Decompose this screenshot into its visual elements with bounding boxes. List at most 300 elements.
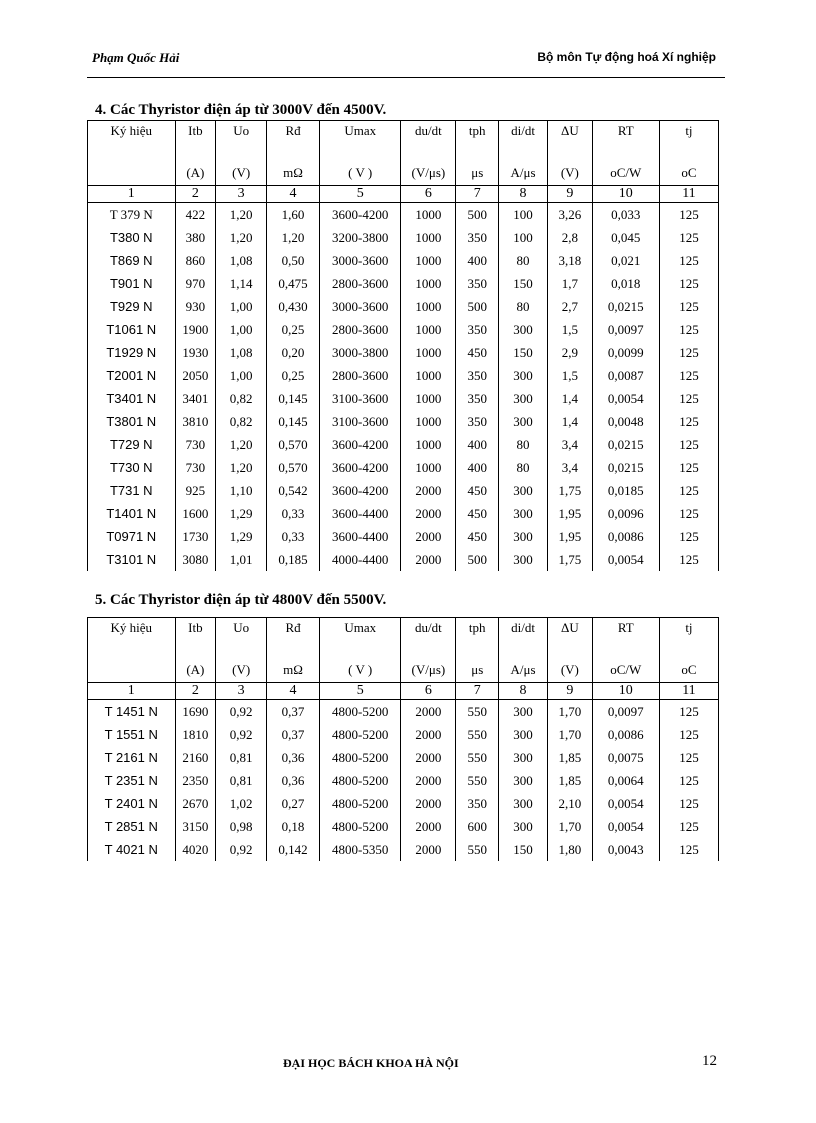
column-unit: oC xyxy=(659,646,718,683)
table-cell: 2000 xyxy=(401,502,456,525)
column-header: Rđ xyxy=(267,618,320,647)
table-cell: 1,4 xyxy=(547,387,592,410)
table-cell: 0,021 xyxy=(592,249,659,272)
table-cell: 450 xyxy=(456,525,499,548)
table-cell: 2350 xyxy=(175,769,216,792)
table-cell: 125 xyxy=(659,433,718,456)
table-cell: 2000 xyxy=(401,815,456,838)
table-cell: 450 xyxy=(456,341,499,364)
table-row xyxy=(88,746,719,769)
column-number: 2 xyxy=(175,186,216,203)
column-number: 3 xyxy=(216,683,267,700)
column-number: 4 xyxy=(267,186,320,203)
table-cell: 2670 xyxy=(175,792,216,815)
table-cell: 0,82 xyxy=(216,387,267,410)
table-cell: 300 xyxy=(499,700,548,724)
device-name: T0971 N xyxy=(88,525,176,548)
table-cell: 350 xyxy=(456,792,499,815)
table-cell: 2000 xyxy=(401,838,456,861)
table-cell: 450 xyxy=(456,502,499,525)
table-row xyxy=(88,226,719,249)
column-unit: ( V ) xyxy=(320,149,401,186)
column-unit: A/μs xyxy=(499,149,548,186)
table-cell: 150 xyxy=(499,341,548,364)
table-cell: 1730 xyxy=(175,525,216,548)
table-cell: 0,142 xyxy=(267,838,320,861)
table-row xyxy=(88,502,719,525)
column-header: Umax xyxy=(320,618,401,647)
table-cell: 125 xyxy=(659,203,718,227)
table-row xyxy=(88,433,719,456)
table-cell: 125 xyxy=(659,318,718,341)
table-cell: 0,0054 xyxy=(592,548,659,571)
column-number: 9 xyxy=(547,186,592,203)
table-row xyxy=(88,525,719,548)
device-name: T730 N xyxy=(88,456,176,479)
table-cell: 300 xyxy=(499,387,548,410)
footer-institution: ĐẠI HỌC BÁCH KHOA HÀ NỘI xyxy=(283,1056,459,1070)
column-unit: mΩ xyxy=(267,646,320,683)
device-name: T3801 N xyxy=(88,410,176,433)
table-cell: 2800-3600 xyxy=(320,318,401,341)
table-cell: 1,20 xyxy=(216,226,267,249)
table-cell: 1000 xyxy=(401,318,456,341)
table-row xyxy=(88,318,719,341)
table-cell: 0,25 xyxy=(267,364,320,387)
column-number-row xyxy=(88,186,719,203)
table-cell: 1,5 xyxy=(547,318,592,341)
table-cell: 3401 xyxy=(175,387,216,410)
column-number: 5 xyxy=(320,683,401,700)
column-header: tj xyxy=(659,121,718,150)
table-cell: 1000 xyxy=(401,364,456,387)
table-cell: 600 xyxy=(456,815,499,838)
table-cell: 300 xyxy=(499,410,548,433)
table-cell: 2,8 xyxy=(547,226,592,249)
table-cell: 3200-3800 xyxy=(320,226,401,249)
table-cell: 2000 xyxy=(401,548,456,571)
table-cell: 125 xyxy=(659,341,718,364)
column-header: ΔU xyxy=(547,618,592,647)
table-cell: 3,18 xyxy=(547,249,592,272)
column-number: 10 xyxy=(592,683,659,700)
page-number: 12 xyxy=(702,1053,717,1069)
table-cell: 0,0064 xyxy=(592,769,659,792)
table-cell: 1,29 xyxy=(216,502,267,525)
column-header: Rđ xyxy=(267,121,320,150)
header-row-units xyxy=(88,149,719,186)
header-row-top xyxy=(88,121,719,150)
header-rule xyxy=(87,77,725,78)
table-cell: 300 xyxy=(499,769,548,792)
column-unit: ( V ) xyxy=(320,646,401,683)
column-header: di/dt xyxy=(499,121,548,150)
table-row xyxy=(88,479,719,502)
column-header: Itb xyxy=(175,121,216,150)
table-cell: 3600-4200 xyxy=(320,433,401,456)
table-cell: 0,145 xyxy=(267,410,320,433)
table-cell: 3600-4200 xyxy=(320,456,401,479)
author-name: Phạm Quốc Hải xyxy=(92,50,180,65)
column-number: 6 xyxy=(401,186,456,203)
device-name: T929 N xyxy=(88,295,176,318)
table-cell: 380 xyxy=(175,226,216,249)
table-cell: 0,018 xyxy=(592,272,659,295)
table-cell: 2,10 xyxy=(547,792,592,815)
device-name: T1929 N xyxy=(88,341,176,364)
table-row xyxy=(88,203,719,227)
table-cell: 0,98 xyxy=(216,815,267,838)
column-number-row xyxy=(88,683,719,700)
table-cell: 100 xyxy=(499,203,548,227)
table-cell: 2000 xyxy=(401,479,456,502)
department-name: Bộ môn Tự động hoá Xí nghiệp xyxy=(537,50,716,64)
table-cell: 3100-3600 xyxy=(320,410,401,433)
column-header: ΔU xyxy=(547,121,592,150)
table-cell: 0,145 xyxy=(267,387,320,410)
table-cell: 125 xyxy=(659,479,718,502)
table-cell: 0,82 xyxy=(216,410,267,433)
table-cell: 500 xyxy=(456,203,499,227)
column-unit: oC/W xyxy=(592,149,659,186)
table-cell: 550 xyxy=(456,723,499,746)
column-header: Uo xyxy=(216,121,267,150)
table-cell: 3000-3600 xyxy=(320,249,401,272)
table-cell: 3600-4200 xyxy=(320,203,401,227)
table-cell: 80 xyxy=(499,433,548,456)
table-cell: 125 xyxy=(659,249,718,272)
table-cell: 125 xyxy=(659,746,718,769)
table-cell: 1000 xyxy=(401,410,456,433)
table-cell: 925 xyxy=(175,479,216,502)
table-cell: 350 xyxy=(456,272,499,295)
table-cell: 1600 xyxy=(175,502,216,525)
table-cell: 730 xyxy=(175,456,216,479)
table-row xyxy=(88,769,719,792)
table-cell: 1,20 xyxy=(267,226,320,249)
table-cell: 2,9 xyxy=(547,341,592,364)
column-number: 7 xyxy=(456,683,499,700)
table-cell: 2000 xyxy=(401,769,456,792)
column-header: Umax xyxy=(320,121,401,150)
table-cell: 0,92 xyxy=(216,723,267,746)
table-cell: 550 xyxy=(456,838,499,861)
table-cell: 0,36 xyxy=(267,769,320,792)
column-number: 9 xyxy=(547,683,592,700)
header-row-top xyxy=(88,618,719,647)
table-cell: 1000 xyxy=(401,433,456,456)
column-number: 8 xyxy=(499,683,548,700)
device-name: T 2161 N xyxy=(88,746,176,769)
column-number: 10 xyxy=(592,186,659,203)
table-cell: 2800-3600 xyxy=(320,364,401,387)
table-cell: 125 xyxy=(659,364,718,387)
column-number: 5 xyxy=(320,186,401,203)
table-cell: 3,4 xyxy=(547,433,592,456)
column-header: RT xyxy=(592,121,659,150)
device-name: T 1551 N xyxy=(88,723,176,746)
table-row xyxy=(88,364,719,387)
column-unit: (V) xyxy=(216,646,267,683)
table-row xyxy=(88,838,719,861)
table-cell: 300 xyxy=(499,318,548,341)
column-number: 8 xyxy=(499,186,548,203)
device-name: T869 N xyxy=(88,249,176,272)
column-unit: oC/W xyxy=(592,646,659,683)
page-header xyxy=(92,50,716,74)
table-cell: 350 xyxy=(456,226,499,249)
table-cell: 500 xyxy=(456,295,499,318)
table-cell: 2000 xyxy=(401,700,456,724)
table-cell: 1,80 xyxy=(547,838,592,861)
table-cell: 1,5 xyxy=(547,364,592,387)
table-cell: 1000 xyxy=(401,341,456,364)
table-cell: 0,36 xyxy=(267,746,320,769)
table-cell: 0,045 xyxy=(592,226,659,249)
table-cell: 0,33 xyxy=(267,502,320,525)
table-cell: 0,0043 xyxy=(592,838,659,861)
table-cell: 1,20 xyxy=(216,456,267,479)
column-unit: (V) xyxy=(547,646,592,683)
table-cell: 100 xyxy=(499,226,548,249)
table-cell: 0,570 xyxy=(267,456,320,479)
device-name: T 2351 N xyxy=(88,769,176,792)
table-cell: 1,29 xyxy=(216,525,267,548)
table-cell: 2800-3600 xyxy=(320,272,401,295)
table-cell: 125 xyxy=(659,272,718,295)
table-cell: 0,37 xyxy=(267,700,320,724)
table-cell: 1900 xyxy=(175,318,216,341)
column-number: 6 xyxy=(401,683,456,700)
table-cell: 0,570 xyxy=(267,433,320,456)
table-cell: 400 xyxy=(456,433,499,456)
table-cell: 1,95 xyxy=(547,525,592,548)
table-cell: 0,20 xyxy=(267,341,320,364)
table-cell: 4800-5200 xyxy=(320,769,401,792)
table-row xyxy=(88,723,719,746)
column-number: 11 xyxy=(659,186,718,203)
table-cell: 80 xyxy=(499,295,548,318)
table-cell: 125 xyxy=(659,226,718,249)
table-cell: 1000 xyxy=(401,456,456,479)
column-header: du/dt xyxy=(401,121,456,150)
column-unit: A/μs xyxy=(499,646,548,683)
table-cell: 0,185 xyxy=(267,548,320,571)
name-column-header: Ký hiệu xyxy=(88,618,176,683)
table-cell: 1,14 xyxy=(216,272,267,295)
device-name: T731 N xyxy=(88,479,176,502)
table-cell: 0,92 xyxy=(216,838,267,861)
table-cell: 4800-5350 xyxy=(320,838,401,861)
table-cell: 500 xyxy=(456,548,499,571)
column-number: 2 xyxy=(175,683,216,700)
table-row xyxy=(88,410,719,433)
table-cell: 3600-4400 xyxy=(320,525,401,548)
table-row xyxy=(88,341,719,364)
section-4-title: 4. Các Thyristor điện áp từ 3000V đến 4500V. xyxy=(95,102,387,118)
table-cell: 0,0075 xyxy=(592,746,659,769)
table-cell: 1,02 xyxy=(216,792,267,815)
table-cell: 1810 xyxy=(175,723,216,746)
table-cell: 125 xyxy=(659,815,718,838)
device-name: T 2851 N xyxy=(88,815,176,838)
table-cell: 80 xyxy=(499,249,548,272)
column-number: 11 xyxy=(659,683,718,700)
column-unit: μs xyxy=(456,149,499,186)
column-unit: (V) xyxy=(216,149,267,186)
table-cell: 550 xyxy=(456,700,499,724)
table-row xyxy=(88,295,719,318)
table-cell: 0,542 xyxy=(267,479,320,502)
column-unit: (A) xyxy=(175,149,216,186)
table-cell: 0,27 xyxy=(267,792,320,815)
device-name: T 379 N xyxy=(88,203,176,227)
table-cell: 3150 xyxy=(175,815,216,838)
table-cell: 0,0215 xyxy=(592,433,659,456)
column-unit: (V/μs) xyxy=(401,149,456,186)
table-cell: 4800-5200 xyxy=(320,815,401,838)
table-row xyxy=(88,815,719,838)
column-header: di/dt xyxy=(499,618,548,647)
table-cell: 3000-3600 xyxy=(320,295,401,318)
table-cell: 450 xyxy=(456,479,499,502)
table-cell: 2000 xyxy=(401,525,456,548)
table-cell: 3000-3800 xyxy=(320,341,401,364)
column-header: tj xyxy=(659,618,718,647)
table-cell: 4000-4400 xyxy=(320,548,401,571)
table-cell: 1000 xyxy=(401,387,456,410)
table-cell: 0,33 xyxy=(267,525,320,548)
table-cell: 1,10 xyxy=(216,479,267,502)
device-name: T1061 N xyxy=(88,318,176,341)
table-cell: 125 xyxy=(659,387,718,410)
device-name: T3401 N xyxy=(88,387,176,410)
table-cell: 4800-5200 xyxy=(320,723,401,746)
table-cell: 1000 xyxy=(401,295,456,318)
table-cell: 300 xyxy=(499,723,548,746)
table-cell: 4800-5200 xyxy=(320,746,401,769)
table-cell: 0,0087 xyxy=(592,364,659,387)
column-header: du/dt xyxy=(401,618,456,647)
table-cell: 860 xyxy=(175,249,216,272)
table-cell: 1690 xyxy=(175,700,216,724)
device-name: T2001 N xyxy=(88,364,176,387)
table-cell: 0,92 xyxy=(216,700,267,724)
table-cell: 0,18 xyxy=(267,815,320,838)
table-cell: 1,70 xyxy=(547,723,592,746)
column-header: RT xyxy=(592,618,659,647)
table-cell: 0,50 xyxy=(267,249,320,272)
table-cell: 300 xyxy=(499,479,548,502)
table-cell: 1000 xyxy=(401,203,456,227)
table-cell: 0,25 xyxy=(267,318,320,341)
column-number: 4 xyxy=(267,683,320,700)
column-number: 3 xyxy=(216,186,267,203)
table-cell: 0,0097 xyxy=(592,700,659,724)
table-cell: 300 xyxy=(499,525,548,548)
table-cell: 3100-3600 xyxy=(320,387,401,410)
table-cell: 80 xyxy=(499,456,548,479)
column-unit: μs xyxy=(456,646,499,683)
table-row xyxy=(88,249,719,272)
table-cell: 1,95 xyxy=(547,502,592,525)
device-name: T3101 N xyxy=(88,548,176,571)
table-cell: 0,0097 xyxy=(592,318,659,341)
table-cell: 0,0048 xyxy=(592,410,659,433)
table-cell: 0,0054 xyxy=(592,815,659,838)
table-cell: 1,85 xyxy=(547,769,592,792)
table-row xyxy=(88,548,719,571)
table-cell: 2000 xyxy=(401,792,456,815)
table-cell: 300 xyxy=(499,746,548,769)
table-cell: 1000 xyxy=(401,272,456,295)
table-cell: 1000 xyxy=(401,226,456,249)
table-cell: 0,0096 xyxy=(592,502,659,525)
table-cell: 125 xyxy=(659,838,718,861)
table-cell: 125 xyxy=(659,548,718,571)
table-cell: 1930 xyxy=(175,341,216,364)
table-cell: 1,85 xyxy=(547,746,592,769)
table-cell: 2000 xyxy=(401,746,456,769)
table-cell: 3080 xyxy=(175,548,216,571)
table-cell: 422 xyxy=(175,203,216,227)
table-cell: 550 xyxy=(456,769,499,792)
device-name: T 2401 N xyxy=(88,792,176,815)
table-cell: 125 xyxy=(659,502,718,525)
table-cell: 3810 xyxy=(175,410,216,433)
table-cell: 1,75 xyxy=(547,479,592,502)
device-name: T729 N xyxy=(88,433,176,456)
device-name: T1401 N xyxy=(88,502,176,525)
table-row xyxy=(88,387,719,410)
table-cell: 125 xyxy=(659,769,718,792)
table-cell: 300 xyxy=(499,364,548,387)
table-cell: 1,08 xyxy=(216,249,267,272)
table-cell: 300 xyxy=(499,548,548,571)
section-5-title: 5. Các Thyristor điện áp từ 4800V đến 5500V. xyxy=(95,592,387,608)
table-cell: 0,0054 xyxy=(592,792,659,815)
table-cell: 0,0086 xyxy=(592,723,659,746)
table-cell: 1000 xyxy=(401,249,456,272)
column-header: Uo xyxy=(216,618,267,647)
table-cell: 2,7 xyxy=(547,295,592,318)
table-cell: 0,475 xyxy=(267,272,320,295)
table-cell: 125 xyxy=(659,792,718,815)
table-cell: 550 xyxy=(456,746,499,769)
table-cell: 400 xyxy=(456,249,499,272)
column-header: Itb xyxy=(175,618,216,647)
table-cell: 4800-5200 xyxy=(320,792,401,815)
column-unit: mΩ xyxy=(267,149,320,186)
table-cell: 350 xyxy=(456,410,499,433)
table-cell: 125 xyxy=(659,410,718,433)
table-cell: 1,00 xyxy=(216,295,267,318)
table-cell: 0,0185 xyxy=(592,479,659,502)
table-cell: 150 xyxy=(499,272,548,295)
table-cell: 0,430 xyxy=(267,295,320,318)
table-cell: 970 xyxy=(175,272,216,295)
table-cell: 1,7 xyxy=(547,272,592,295)
table-cell: 1,75 xyxy=(547,548,592,571)
table-cell: 930 xyxy=(175,295,216,318)
device-name: T380 N xyxy=(88,226,176,249)
table-cell: 4800-5200 xyxy=(320,700,401,724)
table-cell: 0,37 xyxy=(267,723,320,746)
table-cell: 300 xyxy=(499,815,548,838)
table-cell: 1,70 xyxy=(547,815,592,838)
table-cell: 0,0215 xyxy=(592,456,659,479)
header-row-units xyxy=(88,646,719,683)
